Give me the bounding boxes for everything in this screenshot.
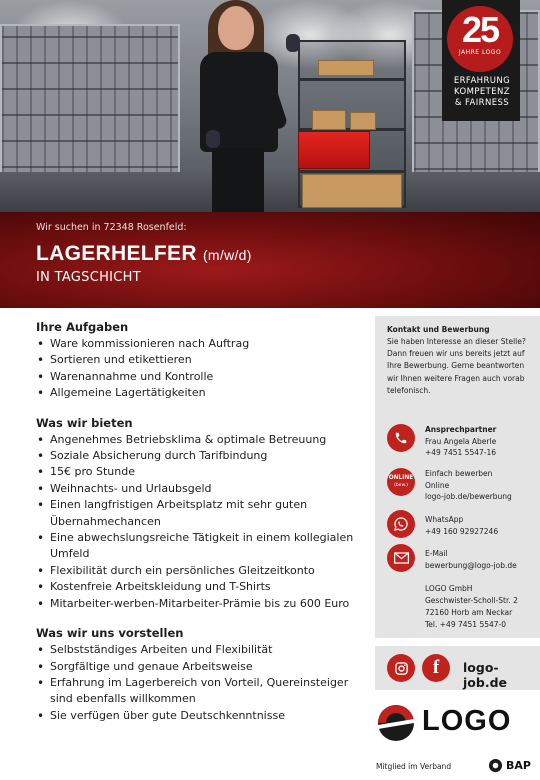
facebook-icon[interactable]: f xyxy=(422,654,450,682)
list-item: • Weihnachts- und Urlaubsgeld xyxy=(36,481,354,497)
contact-person: Frau Angela Aberle xyxy=(425,436,497,446)
section-tasks xyxy=(36,320,354,402)
social-bar xyxy=(375,646,540,690)
email-address[interactable]: bewerbung@logo-job.de xyxy=(425,560,517,570)
badge-line: KOMPETENZ xyxy=(454,87,510,97)
phone-number[interactable]: +49 7451 5547-16 xyxy=(425,448,497,457)
hero-photo xyxy=(0,0,540,212)
worker-face xyxy=(218,6,254,50)
section-heading: Was wir bieten xyxy=(36,415,133,430)
company-city: 72160 Horb am Neckar xyxy=(425,608,513,617)
list-item: • Mitarbeiter-werben-Mitarbeiter-Prämie bis zu 600 Euro xyxy=(36,596,354,612)
anniversary-circle xyxy=(447,6,513,72)
task-list xyxy=(36,336,354,402)
company-tel: Tel. +49 7451 5547-0 xyxy=(425,620,507,629)
list-item: • Allgemeine Lagertätigkeiten xyxy=(36,385,354,401)
phone-icon xyxy=(387,424,415,452)
cardboard-box xyxy=(302,174,402,208)
section-requirements xyxy=(36,626,354,724)
section-heading: Ihre Aufgaben xyxy=(36,320,129,334)
badge-line: & FAIRNESS xyxy=(454,98,510,108)
online-apply-icon xyxy=(387,468,415,496)
bap-logo xyxy=(488,757,532,773)
badge-line: ERFAHRUNG xyxy=(453,76,511,86)
warehouse-rack xyxy=(0,24,180,196)
company-street: Geschwister-Scholl-Str. 2 xyxy=(425,596,518,605)
requirement-list xyxy=(36,642,354,724)
gender-tag: (m/w/d) xyxy=(202,247,252,263)
online-label: Einfach bewerben xyxy=(425,469,493,478)
list-item: • Flexibilität durch ein persönliches Gleitzeitkonto xyxy=(36,563,354,579)
floor xyxy=(0,172,540,212)
anniversary-number: 25 xyxy=(461,9,499,50)
cardboard-box xyxy=(350,112,376,130)
instagram-icon[interactable] xyxy=(387,654,415,682)
company-logo xyxy=(376,703,530,745)
company-name: LOGO GmbH xyxy=(425,584,473,593)
list-item: • Sortieren und etikettieren xyxy=(36,352,354,368)
section-benefits xyxy=(36,416,354,612)
mail-icon xyxy=(387,544,415,572)
job-description xyxy=(36,320,354,738)
email-label: E-Mail xyxy=(425,549,448,558)
anniversary-badge xyxy=(442,0,520,121)
online-icon-text: ONLINE xyxy=(388,475,414,481)
worker-legs xyxy=(212,148,264,212)
cardboard-box xyxy=(312,110,346,130)
list-item: • Ware kommissionieren nach Auftrag xyxy=(36,336,354,352)
bap-text: BAP xyxy=(506,759,531,772)
bap-mark-icon xyxy=(488,758,503,773)
benefit-list xyxy=(36,432,354,612)
badge-values xyxy=(446,76,518,109)
list-item: • Soziale Absicherung durch Tarifbindung xyxy=(36,448,354,464)
company-address xyxy=(425,583,518,631)
list-item: • 15€ pro Stunde xyxy=(36,464,354,480)
list-item: • Kostenfreie Arbeitskleidung und T-Shirts xyxy=(36,579,354,595)
anniversary-subtitle: JAHRE LOGO xyxy=(458,49,502,56)
list-item: • Angenehmes Betriebsklima & optimale Betreuung xyxy=(36,432,354,448)
list-item: • Eine abwechslungsreiche Tätigkeit in einem kollegialen Umfeld xyxy=(36,530,354,563)
job-title-text: LAGERHELFER xyxy=(36,242,197,265)
logo-wordmark: LOGO xyxy=(422,705,512,737)
list-item: • Sorgfältige und genaue Arbeitsweise xyxy=(36,659,354,675)
contact-panel xyxy=(375,316,540,638)
contact-intro: Sie haben Interesse an dieser Stelle? Dann freuen wir uns bereits jetzt auf Ihre Bewerbung. Gerne beantworten wir Ihnen weitere Fragen auch vorab telefonisch. xyxy=(387,337,526,395)
online-line: Online xyxy=(425,480,450,490)
membership-note: Mitglied im Verband xyxy=(376,762,452,771)
online-icon-subtext: (bew.) xyxy=(394,483,408,488)
phone-label: Ansprechpartner xyxy=(425,425,497,434)
cardboard-box xyxy=(318,60,374,76)
location-line: Wir suchen in 72348 Rosenfeld: xyxy=(36,222,187,233)
job-title xyxy=(36,242,252,266)
contact-heading: Kontakt und Bewerbung xyxy=(387,325,490,334)
glove-icon xyxy=(206,130,220,148)
whatsapp-number[interactable]: +49 160 92927246 xyxy=(425,526,499,536)
website-link[interactable]: logo-job.de xyxy=(463,660,507,690)
red-crate xyxy=(298,131,370,169)
job-title-banner xyxy=(0,212,540,308)
logo-mark-icon xyxy=(376,703,416,743)
list-item: • Warenannahme und Kontrolle xyxy=(36,369,354,385)
whatsapp-label: WhatsApp xyxy=(425,515,464,524)
whatsapp-icon xyxy=(387,510,415,538)
glove-icon xyxy=(286,34,300,52)
shift-label: IN TAGSCHICHT xyxy=(36,270,141,285)
list-item: • Einen langfristigen Arbeitsplatz mit sehr guten Übernahmechancen xyxy=(36,497,354,530)
list-item: • Erfahrung im Lagerbereich von Vorteil, Quereinsteiger sind ebenfalls willkommen xyxy=(36,675,354,708)
list-item: • Sie verfügen über gute Deutschkenntnisse xyxy=(36,708,354,724)
list-item: • Selbstständiges Arbeiten und Flexibilität xyxy=(36,642,354,658)
section-heading: Was wir uns vorstellen xyxy=(36,626,184,641)
online-url[interactable]: logo-job.de/bewerbung xyxy=(425,492,512,501)
